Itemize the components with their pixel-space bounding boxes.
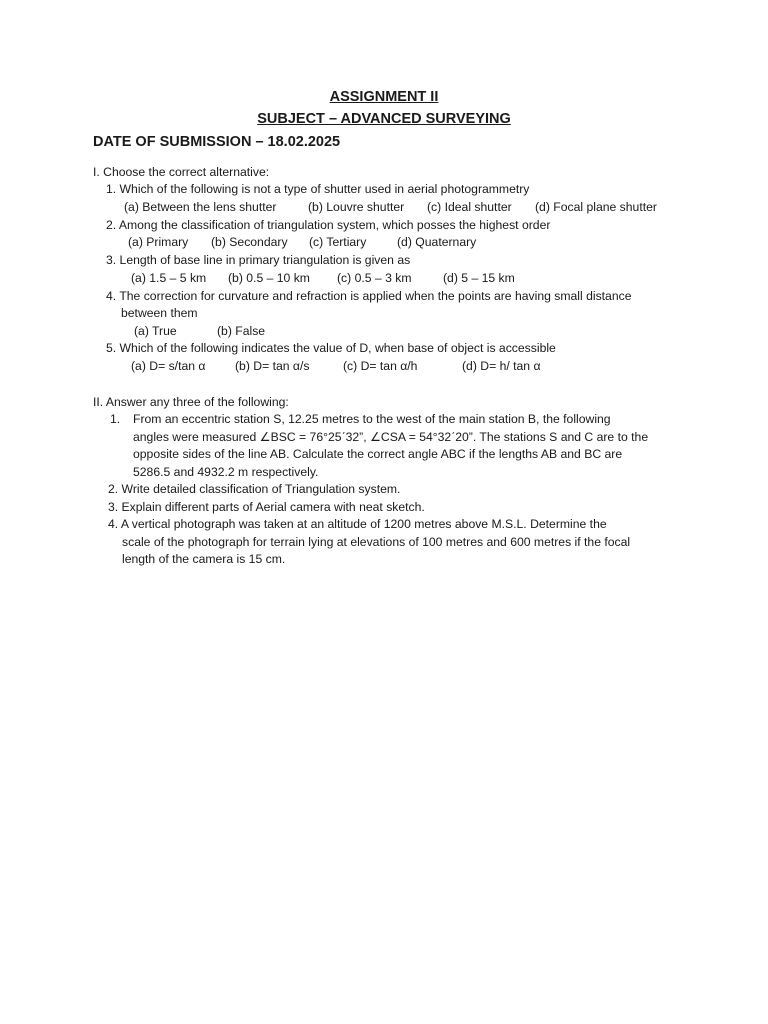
option-a: (a) D= s/tan α — [131, 359, 206, 373]
question-1-2: 2. Among the classification of triangulation system, which posses the highest order — [106, 218, 551, 232]
question-1-4-continued: between them — [121, 306, 198, 320]
question-2-4-line: 4. A vertical photograph was taken at an altitude of 1200 metres above M.S.L. Determine the — [108, 517, 607, 531]
question-2-1-line: angles were measured ∠BSC = 76°25ˊ32”, ∠CSA = 54°32ˊ20”. The stations S and C are to the — [133, 430, 649, 444]
option-c: (c) Ideal shutter — [427, 200, 512, 214]
question-2-4-line: length of the camera is 15 cm. — [122, 552, 286, 566]
option-d: (d) Focal plane shutter — [535, 200, 657, 214]
subject-title: SUBJECT – ADVANCED SURVEYING — [257, 111, 511, 127]
question-2-1-line: From an eccentric station S, 12.25 metres to the west of the main station B, the following — [133, 412, 611, 426]
question-1-3-options — [131, 271, 515, 286]
option-b: (b) Louvre shutter — [308, 200, 405, 214]
question-1-5: 5. Which of the following indicates the value of D, when base of object is accessible — [106, 341, 556, 355]
question-2-1-line: opposite sides of the line AB. Calculate the correct angle ABC if the lengths AB and BC are — [133, 447, 623, 461]
submission-date: DATE OF SUBMISSION – 18.02.2025 — [93, 134, 341, 150]
section-1-heading: I. Choose the correct alternative: — [93, 165, 270, 179]
question-2-3: 3. Explain different parts of Aerial camera with neat sketch. — [108, 500, 425, 514]
question-1-4-options — [134, 324, 265, 339]
question-2-4-line: scale of the photograph for terrain lying at elevations of 100 metres and 600 metres if the focal — [122, 535, 631, 549]
option-a: (a) Primary — [128, 235, 189, 249]
option-b: (b) D= tan α/s — [235, 359, 310, 373]
question-1-3: 3. Length of base line in primary triangulation is given as — [106, 253, 411, 267]
question-1-5-options — [131, 359, 541, 374]
question-2-1-line: 5286.5 and 4932.2 m respectively. — [133, 465, 319, 479]
option-a: (a) True — [134, 324, 177, 338]
question-1-2-options — [128, 235, 476, 250]
option-c: (c) D= tan α/h — [343, 359, 418, 373]
question-1-1: 1. Which of the following is not a type of shutter used in aerial photogrammetry — [106, 182, 530, 196]
option-b: (b) Secondary — [211, 235, 288, 249]
option-d: (d) Quaternary — [397, 235, 477, 249]
assignment-title: ASSIGNMENT II — [329, 89, 439, 105]
option-b: (b) 0.5 – 10 km — [228, 271, 310, 285]
section-2-heading: II. Answer any three of the following: — [93, 395, 289, 409]
question-1-4: 4. The correction for curvature and refraction is applied when the points are having small distance — [106, 289, 632, 303]
option-c: (c) Tertiary — [309, 235, 367, 249]
question-1-1-options — [124, 200, 657, 215]
option-c: (c) 0.5 – 3 km — [337, 271, 412, 285]
option-d: (d) 5 – 15 km — [443, 271, 515, 285]
option-b: (b) False — [217, 324, 266, 338]
question-2-2: 2. Write detailed classification of Triangulation system. — [108, 482, 401, 496]
question-2-1-number: 1. — [110, 412, 121, 426]
option-d: (d) D= h/ tan α — [462, 359, 541, 373]
option-a: (a) Between the lens shutter — [124, 200, 277, 214]
option-a: (a) 1.5 – 5 km — [131, 271, 207, 285]
